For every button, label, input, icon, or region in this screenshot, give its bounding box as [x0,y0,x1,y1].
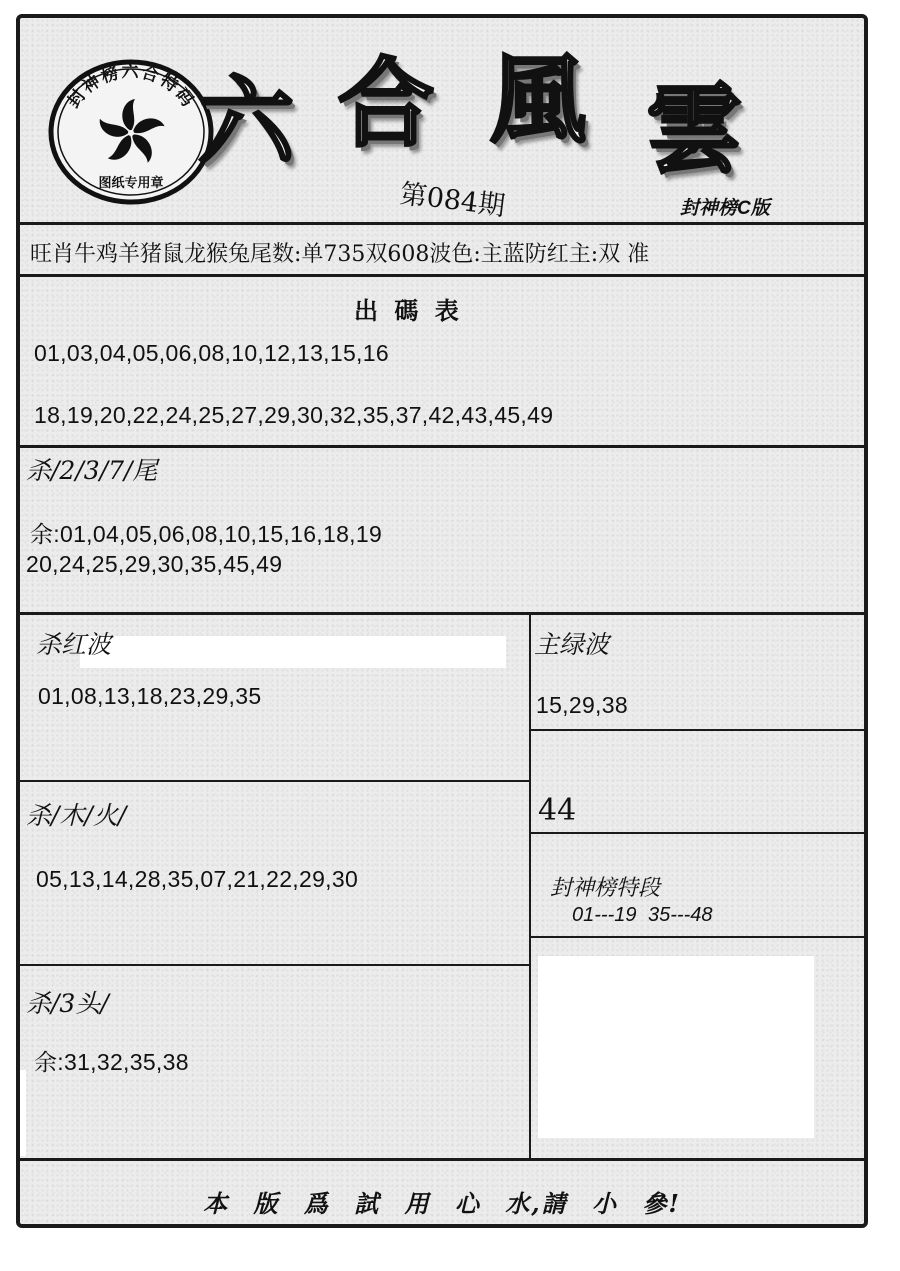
divider-right-2 [531,832,868,834]
seal-sub-text: 图纸专用章 [98,176,164,191]
title-char-4: 雲 [646,73,742,186]
code-table-line-2: 18,19,20,22,24,25,27,29,30,32,35,37,42,43,45,49 [34,402,554,428]
divider-left-2 [20,964,529,966]
blank-patch-red [80,636,506,668]
column-divider [529,614,531,1158]
divider-code-table [20,445,864,448]
code-table-line-1: 01,03,04,05,06,08,10,12,13,15,16 [34,340,389,366]
kill-red-numbers: 01,08,13,18,23,29,35 [38,683,262,709]
kill-tails-line-1: 余:01,04,05,06,08,10,15,16,18,19 [30,521,383,547]
divider-right-1 [531,729,868,731]
divider-kill-tails [20,612,864,615]
title-char-3: 風 [490,43,586,156]
divider-header [20,222,864,225]
blank-patch-right [538,956,814,1138]
divider-summary [20,274,864,277]
divider-left-1 [20,780,529,782]
edition-label: 封神榜C版 [680,198,770,219]
divider-right-3 [531,936,868,938]
code-table-title: 出 碼 表 [354,296,463,325]
kill-heads-numbers: 余:31,32,35,38 [34,1049,189,1075]
kill-heads-label: 杀/3头/ [26,989,109,1018]
special-section-ranges: 01---19 35---48 [572,904,713,926]
footer-note: 本 版 爲 試 用 心 水,請 小 參! [203,1189,681,1218]
kill-tails-line-2: 20,24,25,29,30,35,45,49 [26,551,283,577]
single-number: 44 [538,793,577,828]
seal-stamp [46,55,216,205]
kill-elements-numbers: 05,13,14,28,35,07,21,22,29,30 [36,866,359,892]
issue-number: 第084期 [398,178,507,223]
special-section-label: 封神榜特段 [550,876,661,901]
blank-patch-left [20,1070,26,1156]
lottery-sheet [16,14,868,1228]
kill-red-label: 杀红波 [36,630,112,659]
kill-elements-label: 杀/木/火/ [26,801,127,830]
divider-footer [20,1158,864,1161]
seal-ring-text: 封神榜六合特码 [63,62,199,112]
title-char-2: 合 [338,47,434,160]
title-char-1: 六 [198,65,294,178]
kill-tails-label: 杀/2/3/7/尾 [26,456,158,485]
main-green-numbers: 15,29,38 [536,692,628,718]
main-green-label: 主绿波 [534,630,610,659]
summary-line: 旺肖牛鸡羊猪鼠龙猴兔尾数:单735双608波色:主蓝防红主:双 准 [30,242,650,267]
